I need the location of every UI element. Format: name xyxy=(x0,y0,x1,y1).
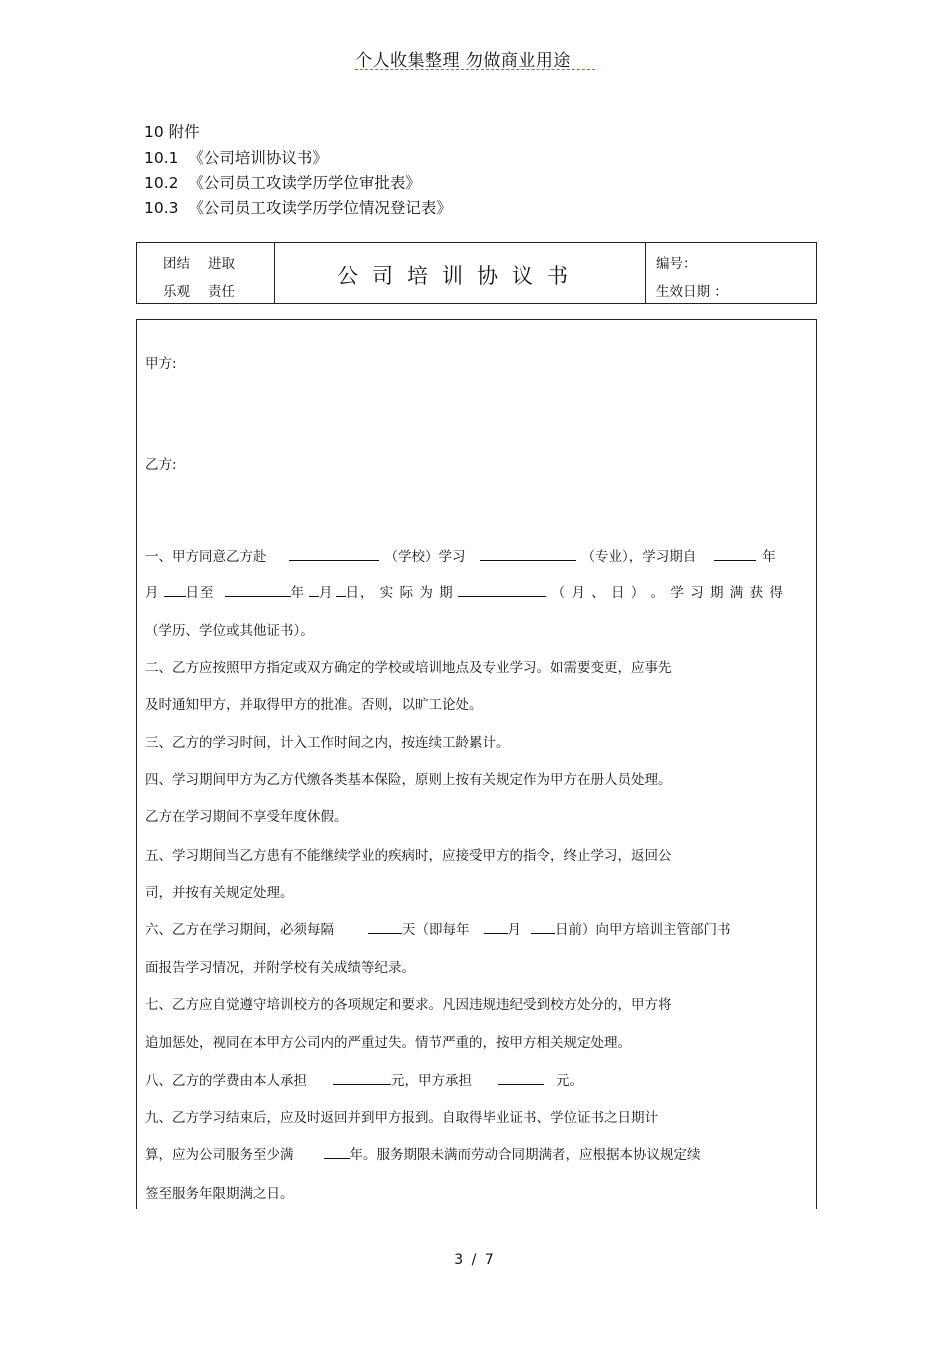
start-month-blank[interactable] xyxy=(164,582,186,597)
clause-text: 六、乙方在学习期间，必须每隔 xyxy=(145,922,334,938)
clause-9-line-1: 九、乙方学习结束后，应及时返回并到甲方报到。自取得毕业证书、学位证书之日期计 xyxy=(145,1110,658,1126)
effective-date-label: 生效日期 ： xyxy=(656,284,728,300)
clause-1-line-2 xyxy=(145,581,784,601)
clause-1-line-3: （学历、学位或其他证书）。 xyxy=(145,623,314,639)
end-month-blank[interactable] xyxy=(309,582,319,597)
service-years-blank[interactable] xyxy=(324,1144,350,1159)
clause-6-line-1 xyxy=(145,918,731,938)
clause-5-line-1: 五、学习期间当乙方患有不能继续学业的疾病时，应接受甲方的指令，终止学习，返回公 xyxy=(145,848,672,864)
end-day-blank[interactable] xyxy=(336,582,346,597)
clause-text: 日前）向甲方培训主管部门书 xyxy=(555,922,731,938)
clause-4-line-1: 四、学习期间甲方为乙方代缴各类基本保险，原则上按有关规定作为甲方在册人员处理。 xyxy=(145,772,672,788)
attachment-item xyxy=(144,146,328,168)
form-title: 公司培训协议书 xyxy=(337,264,582,288)
page-number: 3 / 7 xyxy=(454,1252,496,1268)
tuition-company-blank[interactable] xyxy=(498,1070,544,1085)
clause-text: 日至 xyxy=(185,585,215,601)
clause-6-line-2: 面报告学习情况，并附学校有关成绩等纪录。 xyxy=(145,960,415,976)
report-month-blank[interactable] xyxy=(484,919,508,934)
duration-blank[interactable] xyxy=(458,582,546,597)
clause-4-line-2: 乙方在学习期间不享受年度休假。 xyxy=(145,809,348,825)
end-year-blank[interactable] xyxy=(225,582,291,597)
clause-2-line-2: 及时通知甲方，并取得甲方的批准。否则，以旷工论处。 xyxy=(145,697,483,713)
clause-text: （ 月 、 日 ） 。 学 习 期 满 获 得 xyxy=(551,585,784,601)
tuition-self-blank[interactable] xyxy=(333,1070,391,1085)
clause-text: 八、乙方的学费由本人承担 xyxy=(145,1073,307,1089)
divider xyxy=(645,243,646,303)
attachment-number: 10.2 xyxy=(144,174,179,192)
number-label: 编号： xyxy=(656,256,697,272)
clause-9-line-2 xyxy=(145,1143,701,1163)
clause-1-line-1 xyxy=(145,545,776,565)
attachment-number: 10.3 xyxy=(144,199,179,217)
attachment-name: 《公司员工攻读学历学位审批表》 xyxy=(188,174,421,192)
clause-text: 月 xyxy=(507,922,521,938)
clause-3: 三、乙方的学习时间，计入工作时间之内，按连续工龄累计。 xyxy=(145,735,510,751)
clause-text: 月 xyxy=(145,585,160,601)
clause-8 xyxy=(145,1069,583,1089)
clause-text: （专业），学习期自 xyxy=(581,549,697,565)
page-header-note: 个人收集整理 勿做商业用途 xyxy=(355,51,571,71)
major-blank[interactable] xyxy=(480,546,576,561)
clause-text: 元。 xyxy=(556,1073,583,1089)
clause-text: 年。服务期限未满而劳动合同期满者，应根据本协议规定续 xyxy=(349,1147,701,1163)
divider xyxy=(274,243,275,303)
report-interval-blank[interactable] xyxy=(368,919,402,934)
clause-7-line-2: 追加惩处，视同在本甲方公司内的严重过失。情节严重的，按甲方相关规定处理。 xyxy=(145,1035,631,1051)
party-a-label: 甲方: xyxy=(145,356,177,372)
attachment-name: 《公司培训协议书》 xyxy=(188,149,328,167)
clause-text: （学校）学习 xyxy=(384,549,466,565)
clause-text: 年 xyxy=(290,585,305,601)
clause-9-line-3: 签至服务年限期满之日。 xyxy=(145,1186,294,1202)
motto-line-1 xyxy=(163,252,235,272)
attachments-title: 10 附件 xyxy=(144,123,200,141)
motto-word: 进取 xyxy=(208,256,235,272)
clause-2-line-1: 二、乙方应按照甲方指定或双方确定的学校或培训地点及专业学习。如需要变更，应事先 xyxy=(145,660,672,676)
attachment-name: 《公司员工攻读学历学位情况登记表》 xyxy=(188,199,452,217)
motto-line-2 xyxy=(163,280,235,300)
school-blank[interactable] xyxy=(289,546,379,561)
clause-text: 元，甲方承担 xyxy=(391,1073,472,1089)
clause-text: 一、甲方同意乙方赴 xyxy=(145,549,267,565)
start-year-blank[interactable] xyxy=(714,546,756,561)
clause-text: 天（即每年 xyxy=(402,922,470,938)
attachment-number: 10.1 xyxy=(144,149,179,167)
motto-word: 团结 xyxy=(163,256,190,272)
clause-text: 月 xyxy=(319,585,334,601)
clause-text: 年 xyxy=(762,549,776,565)
attachment-item xyxy=(144,171,421,193)
form-header-table xyxy=(136,242,817,304)
header-dashed-underline xyxy=(355,69,595,70)
motto-word: 乐观 xyxy=(163,284,190,300)
clause-text: 日， 实 际 为 期 xyxy=(345,585,454,601)
clause-7-line-1: 七、乙方应自觉遵守培训校方的各项规定和要求。凡因违规违纪受到校方处分的，甲方将 xyxy=(145,997,672,1013)
party-b-label: 乙方: xyxy=(145,457,177,473)
motto-word: 责任 xyxy=(208,284,235,300)
clause-text: 算，应为公司服务至少满 xyxy=(145,1147,294,1163)
clause-5-line-2: 司，并按有关规定处理。 xyxy=(145,885,294,901)
report-day-blank[interactable] xyxy=(531,919,555,934)
attachment-item xyxy=(144,196,452,218)
